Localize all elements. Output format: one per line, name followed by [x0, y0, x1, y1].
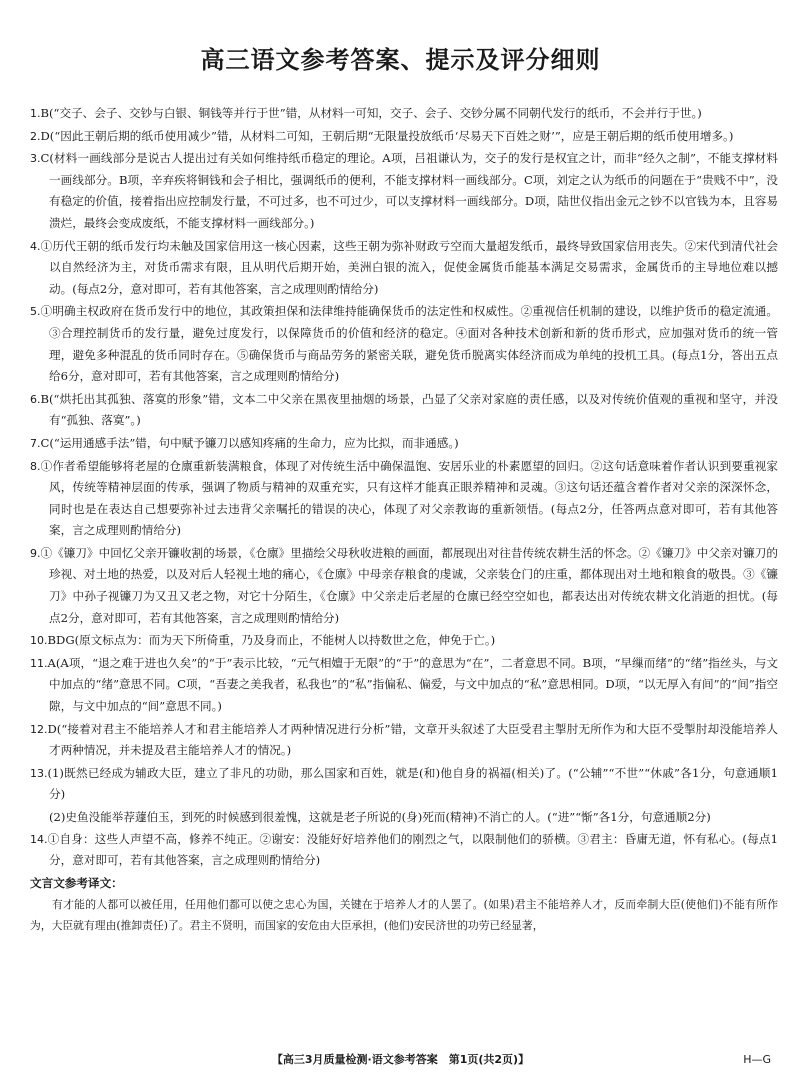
answer-text: B(“烘托出其孤独、落寞的形象”错，文本二中父亲在黑夜里抽烟的场景，凸显了父亲对家庭的责任感，以及对传统价值观的重视和坚守，并没有“孤独、落寞”。): [40, 391, 778, 428]
answer-text: ①明确主权政府在货币发行中的地位，其政策担保和法律维持能确保货币的法定性和权威性。②重视信任机制的建设，以维护货币的稳定流通。③合理控制货币的发行量，避免过度发行，以保障货币的价值和经济的稳定。④面对各种技术创新和新的货币形式，应加强对货币的统一管理，避免多种混乱的货币同时存在。⑤确保货币与商品劳务的紧密关联，避免货币脱离实体经济而成为单纯的投机工具。(每点1分，答出五点给6分，意对即可，若有其他答案，言之成理则酌情给分): [40, 304, 778, 384]
answer-number: 11.: [30, 656, 48, 670]
answer-item: [30, 456, 778, 542]
answer-item: [30, 433, 778, 455]
answer-item: [30, 301, 778, 387]
answer-text: C(材料一画线部分是说古人提出过有关如何维持纸币稳定的理论。A项，吕祖谦认为，交子的发行是权宜之计，而非“经久之制”，不能支撑材料一画线部分。B项，辛弃疾将铜钱和会子相比，强调纸币的便利，不能支撑材料一画线部分。C项，刘定之认为纸币的问题在于“贵贱不中”，没有稳定的价值，接着指出应控制发行量，不可过多，也不可过少，可以支撑材料一画线部分。D项，陆世仪指出金元之钞不以官钱为本，且容易溃烂，最终会变成废纸，不能支撑材料一画线部分。): [40, 151, 778, 230]
answer-number: 7.: [30, 436, 41, 450]
answer-text: BDG(原文标点为：而为天下所倚重，乃及身而止，不能树人以持数世之危，伸免于亡。): [47, 633, 496, 648]
answer-text: ①作者希望能够将老屋的仓廪重新装满粮食，体现了对传统生活中确保温饱、安居乐业的朴素愿望的回归。②这句话意味着作者认识到要重视家风，传统等精神层面的传承，强调了物质与精神的双重充实，只有这样才能真正眼养精神和灵魂。③这句话还蕴含着作者对父亲的深深怀念，同时也是在表达自己想要弥补过去违背父亲嘱托的错误的决心，体现了对父亲教诲的重新领悟。(每点2分，任答两点意对即可，若有其他答案，言之成理则酌情给分): [40, 458, 778, 538]
answer-subitem: (2)史鱼没能举荐蘧伯玉，到死的时候感到很羞愧，这就是老子所说的(身)死而(精神)不消亡的人。(“进”“惭”各1分，句意通顺2分): [49, 810, 711, 824]
answer-text: (1)既然已经成为辅政大臣，建立了非凡的功勋，那么国家和百姓，就是(和)他自身的祸福(相关)了。(“公辅”“不世”“休戚”各1分，句意通顺1分): [47, 765, 778, 802]
answer-number: 6.: [30, 392, 41, 406]
answer-number: 12.: [30, 722, 48, 736]
answer-item: [30, 719, 778, 762]
answer-item: [30, 829, 778, 872]
answer-number: 8.: [30, 459, 41, 473]
answer-item: [30, 389, 778, 432]
answer-text: D(“因此王朝后期的纸币使用减少”错，从材料二可知，王朝后期“无限量投放纸币‘尽易天下百姓之财’”，应是王朝后期的纸币使用增多。): [40, 128, 734, 143]
page-title: 高三语文参考答案、提示及评分细则: [200, 46, 601, 74]
answer-item: [30, 236, 778, 301]
answer-number: 10.: [30, 634, 48, 648]
answer-number: 13.: [30, 766, 48, 780]
answer-text: A(A项，“退之难于进也久矣”的“于”表示比较，“元气相嬗于无限”的“于”的意思为“在”，二者意思不同。B项，“早缫而绪”的“绪”指丝头，与文中加点的“绪”意思不同。C项，“吾妻之美我者，私我也”的“私”指偏私、偏爱，与文中加点的“私”意思相同。D项，“以无厚入有间”的“间”指空隙，与文中加点的“间”意思不同。): [47, 655, 778, 714]
answer-number: 3.: [30, 152, 41, 166]
answer-text: ①历代王朝的纸币发行均未触及国家信用这一核心因素，这些王朝为弥补财政亏空而大量超发纸币，最终导致国家信用丧失。②宋代到清代社会以自然经济为主，对货币需求有限，且从明代后期开始，美洲白银的流入，促使金属货币能基本满足交易需求，金属货币的主导地位难以撼动。(每点2分，意对即可，若有其他答案，言之成理则酌情给分): [40, 238, 778, 296]
answer-text: D(“接着对君主不能培养人才和君主能培养人才两种情况进行分析”错，文章开头叙述了大臣受君主掣肘无所作为和大臣不受掣肘却没能培养人才两种情况，并未提及君主能培养人才的情况。): [47, 721, 778, 758]
answer-item: [30, 148, 778, 234]
answer-item: [30, 103, 778, 125]
answer-number: 4.: [30, 239, 41, 253]
answer-text: ①《镰刀》中回忆父亲开镰收割的场景，《仓廪》里描绘父母秋收进粮的画面，都展现出对往昔传统农耕生活的怀念。②《镰刀》中父亲对镰刀的珍视、对土地的热爱，以及对后人轻视土地的痛心，《仓廪》中母亲存粮食的虔诚，父亲装仓门的庄重，都体现出对土地和粮食的敬畏。③《镰刀》中孙子视镰刀为又丑又老之物，对它十分陌生，《仓廪》中父亲走后老屋的仓廪已经空空如也，都表达出对传统农耕文化消逝的担忧。(每点2分，意对即可，若有其他答案，言之成理则酌情给分): [40, 545, 778, 625]
answer-item: [30, 630, 778, 652]
answer-number: 14.: [30, 832, 48, 846]
translation-heading: 文言文参考译文：: [30, 875, 123, 890]
footer-code: H—G: [743, 1053, 771, 1066]
answer-number: 5.: [30, 305, 41, 319]
answer-number: 9.: [30, 546, 41, 560]
answer-item: [30, 543, 778, 629]
page-footer: [0, 1050, 801, 1070]
answer-item: [30, 763, 778, 806]
answer-item: [30, 126, 778, 148]
answer-list: [30, 103, 778, 936]
answer-number: 1.: [30, 107, 41, 120]
answer-text: C(“运用通感手法”错，句中赋予镰刀以感知疼痛的生命力，应为比拟，而非通感。): [40, 435, 459, 450]
translation-body: 有才能的人都可以被任用，任用他们都可以使之忠心为国，关键在于培养人才的人罢了。(如果)君主不能培养人才，反而牵制大臣(使他们)不能有所作为，大臣就有理由(推卸责任)了。君主不贤明，而国家的安危由大臣承担，(他们)安民济世的功劳已经显著，: [30, 897, 778, 932]
footer-page-info: 【高三3月质量检测·语文参考答案 第1页(共2页)】: [271, 1053, 530, 1066]
answer-text: B(“交子、会子、交钞与白银、铜钱等并行于世”错，从材料一可知，交子、会子、交钞分属不同朝代发行的纸币，不会并行于世。): [40, 106, 702, 120]
answer-item: [30, 653, 778, 718]
answer-text: ①自身：这些人声望不高，修养不纯正。②谢安：没能好好培养他们的刚烈之气，以限制他们的骄横。③君主：昏庸无道，怀有私心。(每点1分，意对即可，若有其他答案，言之成理则酌情给分): [47, 831, 778, 868]
answer-number: 2.: [30, 129, 41, 143]
